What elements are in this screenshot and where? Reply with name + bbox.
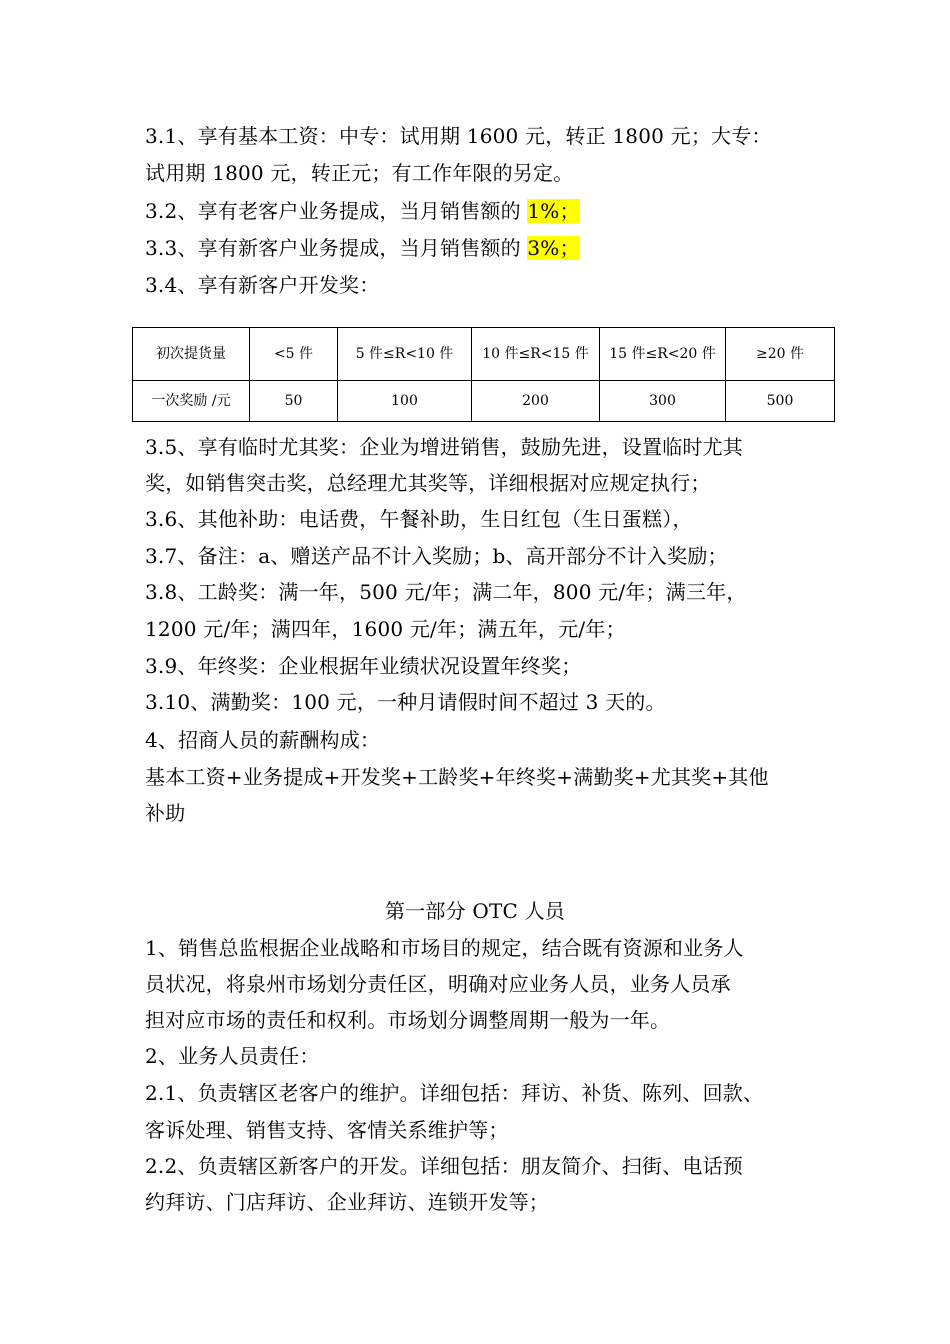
paragraph-line-3-2 [145, 197, 580, 225]
paragraph-text: 3.3、享有新客户业务提成，当月销售额的 [145, 236, 528, 260]
paragraph-line: 1200 元/年；满四年，1600 元/年；满五年，元/年； [145, 617, 626, 641]
table-header-cell: 10 件≤R<15 件 [472, 328, 600, 381]
paragraph-line: 3.4、享有新客户开发奖： [145, 273, 380, 297]
table-header-cell: 5 件≤R<10 件 [338, 328, 472, 381]
paragraph-line: 客诉处理、销售支持、客情关系维护等； [145, 1118, 509, 1142]
paragraph-line: 4、招商人员的薪酬构成： [145, 728, 381, 752]
table-row [133, 381, 835, 422]
table-cell: 100 [338, 381, 472, 422]
table-header-cell: ≥20 件 [726, 328, 835, 381]
paragraph-line: 2.1、负责辖区老客户的维护。详细包括：拜访、补货、陈列、回款、 [145, 1081, 764, 1105]
paragraph-line: 3.9、年终奖：企业根据年业绩状况设置年终奖； [145, 654, 582, 678]
section-title: 第一部分 OTC 人员 [385, 899, 565, 923]
paragraph-line: 3.1、享有基本工资：中专：试用期 1600 元，转正 1800 元；大专： [145, 124, 772, 148]
paragraph-line: 担对应市场的责任和权利。市场划分调整周期一般为一年。 [145, 1008, 671, 1032]
paragraph-line: 3.5、享有临时尤其奖：企业为增进销售，鼓励先进，设置临时尤其 [145, 435, 744, 459]
table-header-cell: <5 件 [250, 328, 338, 381]
table-cell: 200 [472, 381, 600, 422]
paragraph-line: 约拜访、门店拜访、企业拜访、连锁开发等； [145, 1190, 549, 1214]
table-cell: 一次奖励 /元 [133, 381, 250, 422]
table-header-cell: 15 件≤R<20 件 [600, 328, 726, 381]
highlighted-rate: 1%； [527, 199, 580, 223]
table-cell: 300 [600, 381, 726, 422]
paragraph-line: 3.6、其他补助：电话费，午餐补助，生日红包（生日蛋糕）， [145, 507, 693, 531]
paragraph-line: 基本工资+业务提成+开发奖+工龄奖+年终奖+满勤奖+尤其奖+其他 [145, 765, 769, 789]
paragraph-line: 2、业务人员责任： [145, 1044, 320, 1068]
paragraph-line: 1、销售总监根据企业战略和市场目的规定，结合既有资源和业务人 [145, 936, 744, 960]
paragraph-line: 3.8、工龄奖：满一年，500 元/年；满二年，800 元/年；满三年， [145, 580, 747, 604]
paragraph-line: 员状况，将泉州市场划分责任区，明确对应业务人员，业务人员承 [145, 972, 731, 996]
paragraph-line: 补助 [145, 801, 186, 825]
paragraph-line-3-3 [145, 234, 580, 262]
table-header-cell: 初次提货量 [133, 328, 250, 381]
table-cell: 50 [250, 381, 338, 422]
paragraph-line: 试用期 1800 元，转正元；有工作年限的另定。 [145, 161, 574, 185]
table-cell: 500 [726, 381, 835, 422]
paragraph-line: 3.10、满勤奖：100 元，一种月请假时间不超过 3 天的。 [145, 690, 666, 714]
highlighted-rate: 3%； [527, 236, 580, 260]
paragraph-line: 3.7、备注：a、赠送产品不计入奖励；b、高开部分不计入奖励； [145, 544, 728, 568]
table-header-row [133, 328, 835, 381]
paragraph-line: 奖，如销售突击奖，总经理尤其奖等，详细根据对应规定执行； [145, 471, 711, 495]
reward-table [132, 327, 835, 422]
paragraph-line: 2.2、负责辖区新客户的开发。详细包括：朋友简介、扫街、电话预 [145, 1154, 744, 1178]
paragraph-text: 3.2、享有老客户业务提成，当月销售额的 [145, 199, 528, 223]
